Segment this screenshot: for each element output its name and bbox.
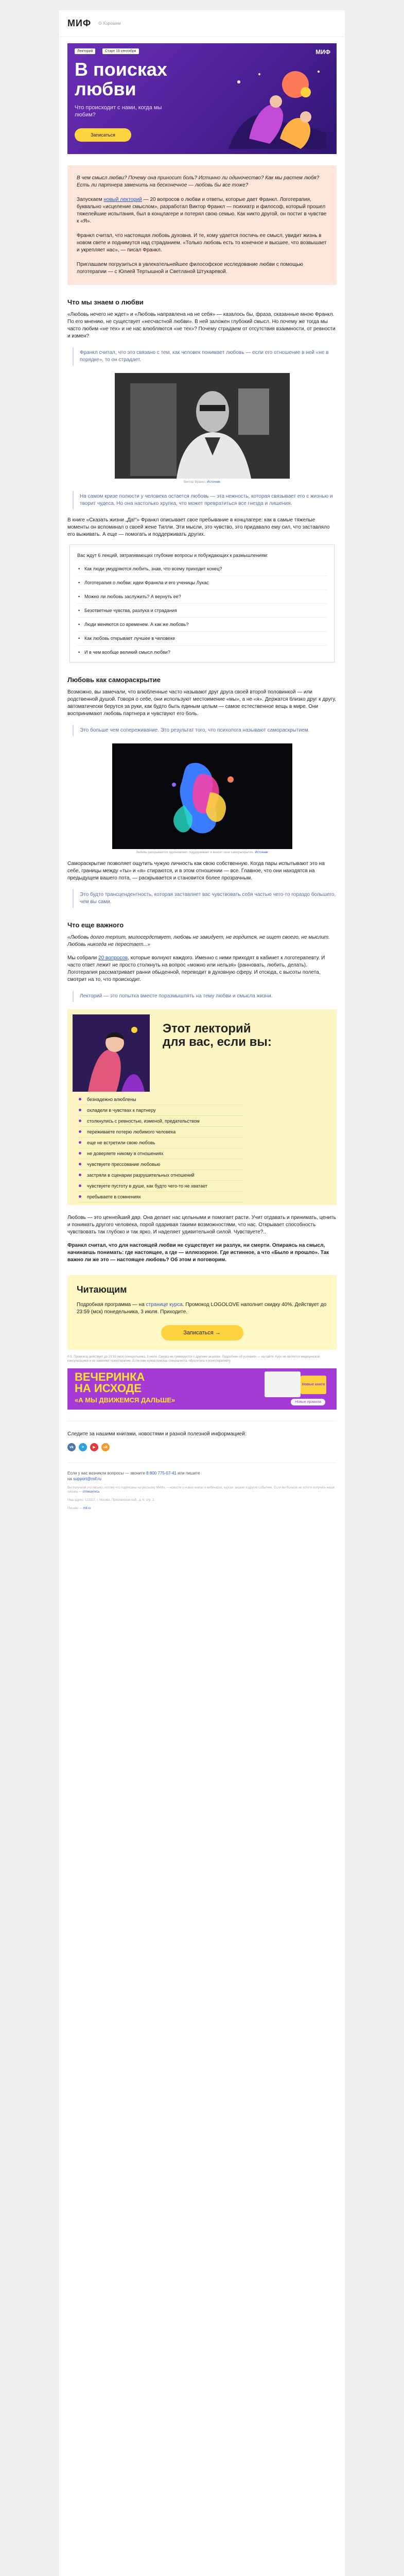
list-item: не доверяете никому в отношениях <box>79 1148 243 1159</box>
footer-address: Наш адрес: 123317, г. Москва, Пресненская наб., д. 6, стр. 2. <box>67 1499 155 1502</box>
list-item: столкнулись с ревностью, изменой, предательством <box>79 1116 243 1127</box>
footer-contact: Если у вас возникли вопросы — звоните 8 800 775-07-41 или пишите <box>67 1471 200 1476</box>
youtube-icon[interactable]: ▶ <box>90 1443 98 1451</box>
section-conclusion <box>59 1214 345 1264</box>
social-block <box>67 1421 337 1451</box>
email-body <box>59 10 345 2576</box>
party-sticker: Новые книги <box>301 1376 326 1394</box>
site-link[interactable]: mif.ru <box>83 1507 91 1510</box>
paragraph: Любовь — это ценнейший дар. Она делает нас цельными и помогает расти. Учит отдавать и принимать, ценить и понимать другого человека, порой одаривая такими возможностями, что нас. Открывает способность чувствовать так глубоко и так ярко. И наделяет удивительной силой. Чувствуете?.. <box>67 1215 336 1235</box>
list-item: пребываете в сомнениях <box>79 1192 243 1202</box>
party-title: ВЕЧЕРИНКА НА ИСХОДЕ <box>75 1370 145 1395</box>
party-subtitle: «А МЫ ДВИЖЕМСЯ ДАЛЬШЕ» <box>75 1396 175 1404</box>
paragraph: Мы собрали 20 вопросов, которые волнуют каждого. Именно с ними приходят в кабинет к логотерапевту. И часто ответ лежит не просто столкнуть на вопрос «можно или нельзя» (ранновать, любить, делать). Логотерапия рассматривает ранни обыденной, переводит в духовную сферу. И отсюда, с высоты полета, смотрит на то, что происходит. <box>67 955 325 982</box>
list-item: • И в чем вообще великий смысл любви? <box>77 646 327 659</box>
phone-link[interactable]: 8 800 775-07-41 <box>146 1471 177 1476</box>
section-heading: Любовь как самораскрытие <box>67 676 161 684</box>
lecture-for-you-block <box>67 1009 337 1205</box>
hero-banner[interactable] <box>67 43 337 154</box>
lecture-illustration <box>73 1014 150 1092</box>
list-item: еще не встретили свою любовь <box>79 1138 243 1148</box>
list-item: безнадежно влюблены <box>79 1094 243 1105</box>
vk-icon[interactable]: vk <box>67 1443 76 1451</box>
hero-chip-lectory: Лекторий <box>75 48 95 54</box>
lectures-list <box>77 562 327 659</box>
offer-title: Читающим <box>77 1284 127 1295</box>
telegram-icon[interactable]: ✈ <box>79 1443 87 1451</box>
photo-caption: Виктор Франкл. Источник <box>184 481 220 484</box>
intro-block <box>67 165 337 285</box>
frankl-photo <box>115 373 290 479</box>
intro-questions: В чем смысл любви? Почему она приносит боль? Истинно ли одиночество? Как мы растем любя? Есть ли партнера заменить на бесконечное — любовь бы все тоже? <box>77 175 320 188</box>
lecture-audience-list <box>79 1094 243 1202</box>
new-lectory-link[interactable]: новый лекторий <box>103 197 142 202</box>
intro-frankl: Франкл считал, что настоящая любовь духовна. И те, кому удается постичь ее смысл, увидит жизнь в новом свете и поднимутся над страданием. «Только любовь есть то конечное и высшее, что возвышает и укрепляет нас», — писал Франкл. <box>77 233 327 253</box>
lecture-title: Этот лекторий для вас, если вы: <box>163 1022 272 1049</box>
section-more-important <box>59 921 345 1002</box>
list-item: охладели в чувствах к партнеру <box>79 1105 243 1116</box>
social-text: Следите за нашими книгами, новостями и разной полезной информацией: <box>67 1431 247 1437</box>
paragraph: Франкл считал, что для настоящей любви не существует ни разлук, ни смерти. Опираясь на смысл, начинаешь понимать: где настоящее, а где — иллюзорное. Где истинное, а что «Было и прошло». Так важно ли же это — настоящее любовь? Об этом и поговорим. <box>67 1243 329 1263</box>
party-banner[interactable] <box>67 1368 337 1410</box>
hero-illustration <box>218 61 326 149</box>
footer-legal: Вы получили это письмо, потому что подписаны на рассылку МИФа — новости о новых книгах и вебинарах, курсах, акциях и других событиях. Если вы больше не хотите получать наши письма — отпишитесь <box>67 1486 335 1494</box>
footer <box>67 1463 337 1511</box>
unsubscribe-link[interactable]: отпишитесь <box>82 1490 100 1494</box>
intro-launch: Запускаем новый лекторий — 20 вопросов о любви и ответы, которые дает Франкл. Логотерапия, буквально «исцеление смыслом», разработал Виктор Франкл — психиатр и философ, который прошел тяжелейшие испытания, был в концлагере и потерял свою семью. Как никто другой, он постиг в чувстве к «Я». <box>77 197 327 224</box>
paragraph: «Любовь долго терпит, милосердствует, любовь не завидует, не гордится, не ищет своего, не мыслит. Любовь никогда не перестает...» <box>67 935 330 947</box>
list-item: застряли в сценарии разрушительных отношений <box>79 1170 243 1181</box>
list-item: • Можно ли любовь заслужить? А вернуть ее? <box>77 590 327 604</box>
abstract-painting <box>112 743 292 849</box>
lectures-box <box>69 545 335 663</box>
pull-quote: На самом кризе полюсти у человека остается любовь — эта нежность, которая связывает его с жизнью и творит чудеса. Но она настолько хрупка, что может превратиться все гнезда и лишения. <box>73 491 337 510</box>
pull-quote: Лекторий — это попытка вместе поразмышлять на тему любви и смысла жизни. <box>73 991 337 1002</box>
readers-offer-block <box>67 1275 337 1350</box>
painting-source-link[interactable]: Источник <box>255 851 268 854</box>
list-item: • Безответные чувства, разлука и страдания <box>77 604 327 618</box>
intro-invite: Приглашаем погрузиться в увлекательнейшее философское исследование любви с помощью логотерапии — с Юлией Тертышной и Светланой Штукаревой. <box>77 262 303 275</box>
section-what-we-know <box>59 298 345 663</box>
painting-caption: Любовь раскрывается, вдохновляет, поддерживает и вносит свое самораскрытие. Источник <box>136 851 268 854</box>
pull-quote: Это больше чем сопереживание. Это результат того, что психолога называют самораскрытием. <box>73 725 337 736</box>
list-item: чувствуете пустоту в душе, как будто чего-то не хватает <box>79 1181 243 1192</box>
offer-signup-button[interactable]: Записаться → <box>161 1325 243 1341</box>
course-page-link[interactable]: странице курса <box>146 1302 183 1308</box>
paragraph: Возможно, вы замечали, что влюбленные часто называют друг друга своей второй половинкой — или родственной душой. Говоря о себе, они используют местоимение «мы», а не «я». Держатся близко друг к другу, автоматически берутся за руки, как будто быть единым целым — самое естественное вещь в мире. Они воспринимают любовь партнера и чувствуют его боль. <box>67 689 337 717</box>
section-heading: Что мы знаем о любви <box>67 298 144 306</box>
hero-title: В поисках любви <box>75 59 167 99</box>
pull-quote: Это будто трансцендентность, которая заставляет вас чувствовать себя частью чего-то гораздо большего, чем вы сами. <box>73 889 337 908</box>
brand-logo[interactable]: МИФ <box>67 18 92 28</box>
hero-subtitle: Что происходит с нами, когда мы любим? <box>75 105 162 118</box>
paragraph: В книге «Сказать жизни „Да!“» Франкл описывает свое пребывание в концлагере: как в самые тяжелые моменты он вспоминал о своей жене Тилли. Эти мысли, это чувство, это придавало ему сил, что заставляло его выживать. А еще — помогать и поддерживать других. <box>67 517 330 537</box>
list-item: переживаете потерю любимого человека <box>79 1127 243 1138</box>
lectures-box-lead: Вас ждут 6 лекций, затрагивающих глубокие вопросы и побуждающих к размышлениям: <box>77 553 268 558</box>
hero-chip-start: Старт 19 сентября <box>102 48 139 54</box>
footer-email: на support@mif.ru <box>67 1477 101 1481</box>
list-item: • Как любовь открывает лучшее в человеке <box>77 632 327 646</box>
list-item: • Люди меняются со временем. А как же любовь? <box>77 618 327 632</box>
footer-site: Письмо — mif.ru <box>67 1507 91 1510</box>
list-item: • Логотерапия о любви: идеи Франкла и его ученицы Лукас <box>77 576 327 590</box>
brand-tagline: О Хорошем <box>98 21 121 26</box>
email-header <box>59 10 345 37</box>
section-self-disclosure <box>59 676 345 908</box>
paragraph: «Любовь нечего не ждет» и «Любовь направлена на не себя» — казалось бы, фраза, сказанные мною Франкл. По его мнению, не существует «несчастной любви». В ней заложен глубокий смысл. Но почему же тогда мы часто любим «не тех» и не нас влюбляются «не тех»? Почему страдаем от отсутствия взаимности, от ревности и измен? <box>67 312 336 339</box>
party-badge: Новые правила <box>291 1399 325 1405</box>
section-heading: Что еще важного <box>67 921 124 929</box>
list-item: чувствуете прессование любовью <box>79 1159 243 1170</box>
hero-signup-button[interactable]: Записаться <box>75 128 131 142</box>
email-link[interactable]: support@mif.ru <box>73 1477 101 1481</box>
pull-quote: Франкл считал, что это связано с тем, как человек понимает любовь — если его отношение в ней «не в порядке», то он страдает. <box>73 347 337 366</box>
social-icons <box>67 1443 337 1451</box>
offer-text: Подробная программа — на странице курса. Промокод LOGOLOVE наполнит скидку 40%. Действует до 23:59 (мск) понедельника, 3 июля. Приходите. <box>77 1302 327 1315</box>
list-item: • Как люди умудряются любить, знав, что всему приходит конец? <box>77 562 327 576</box>
fine-print: P.S. Промокод действует до 23:59 (мск) понедельника, 3 июля. Скидка не суммируется с другими акциями. Подробнее об условиях — на сайте. Курс не является медицинской консультацией и не заменяет психотерапию. Если вам нужна помощь специалиста, обратитесь к психотерапевту. <box>67 1355 320 1363</box>
twenty-questions-link[interactable]: 20 вопросов <box>98 955 128 961</box>
paragraph: Самораскрытие позволяет ощутить чужую личность как свою собственную. Когда пары испытывают это на себе, границы между «ты» и «я» стираются, и в этом отношении — все. Главное, что они находятся на предыдущем вашего пота, — раскрывается и становится более прозрачным. <box>67 861 325 881</box>
hero-brand: МИФ <box>315 48 330 56</box>
photo-source-link[interactable]: Источник <box>207 481 220 484</box>
party-image <box>265 1371 301 1397</box>
ok-icon[interactable]: ok <box>101 1443 110 1451</box>
